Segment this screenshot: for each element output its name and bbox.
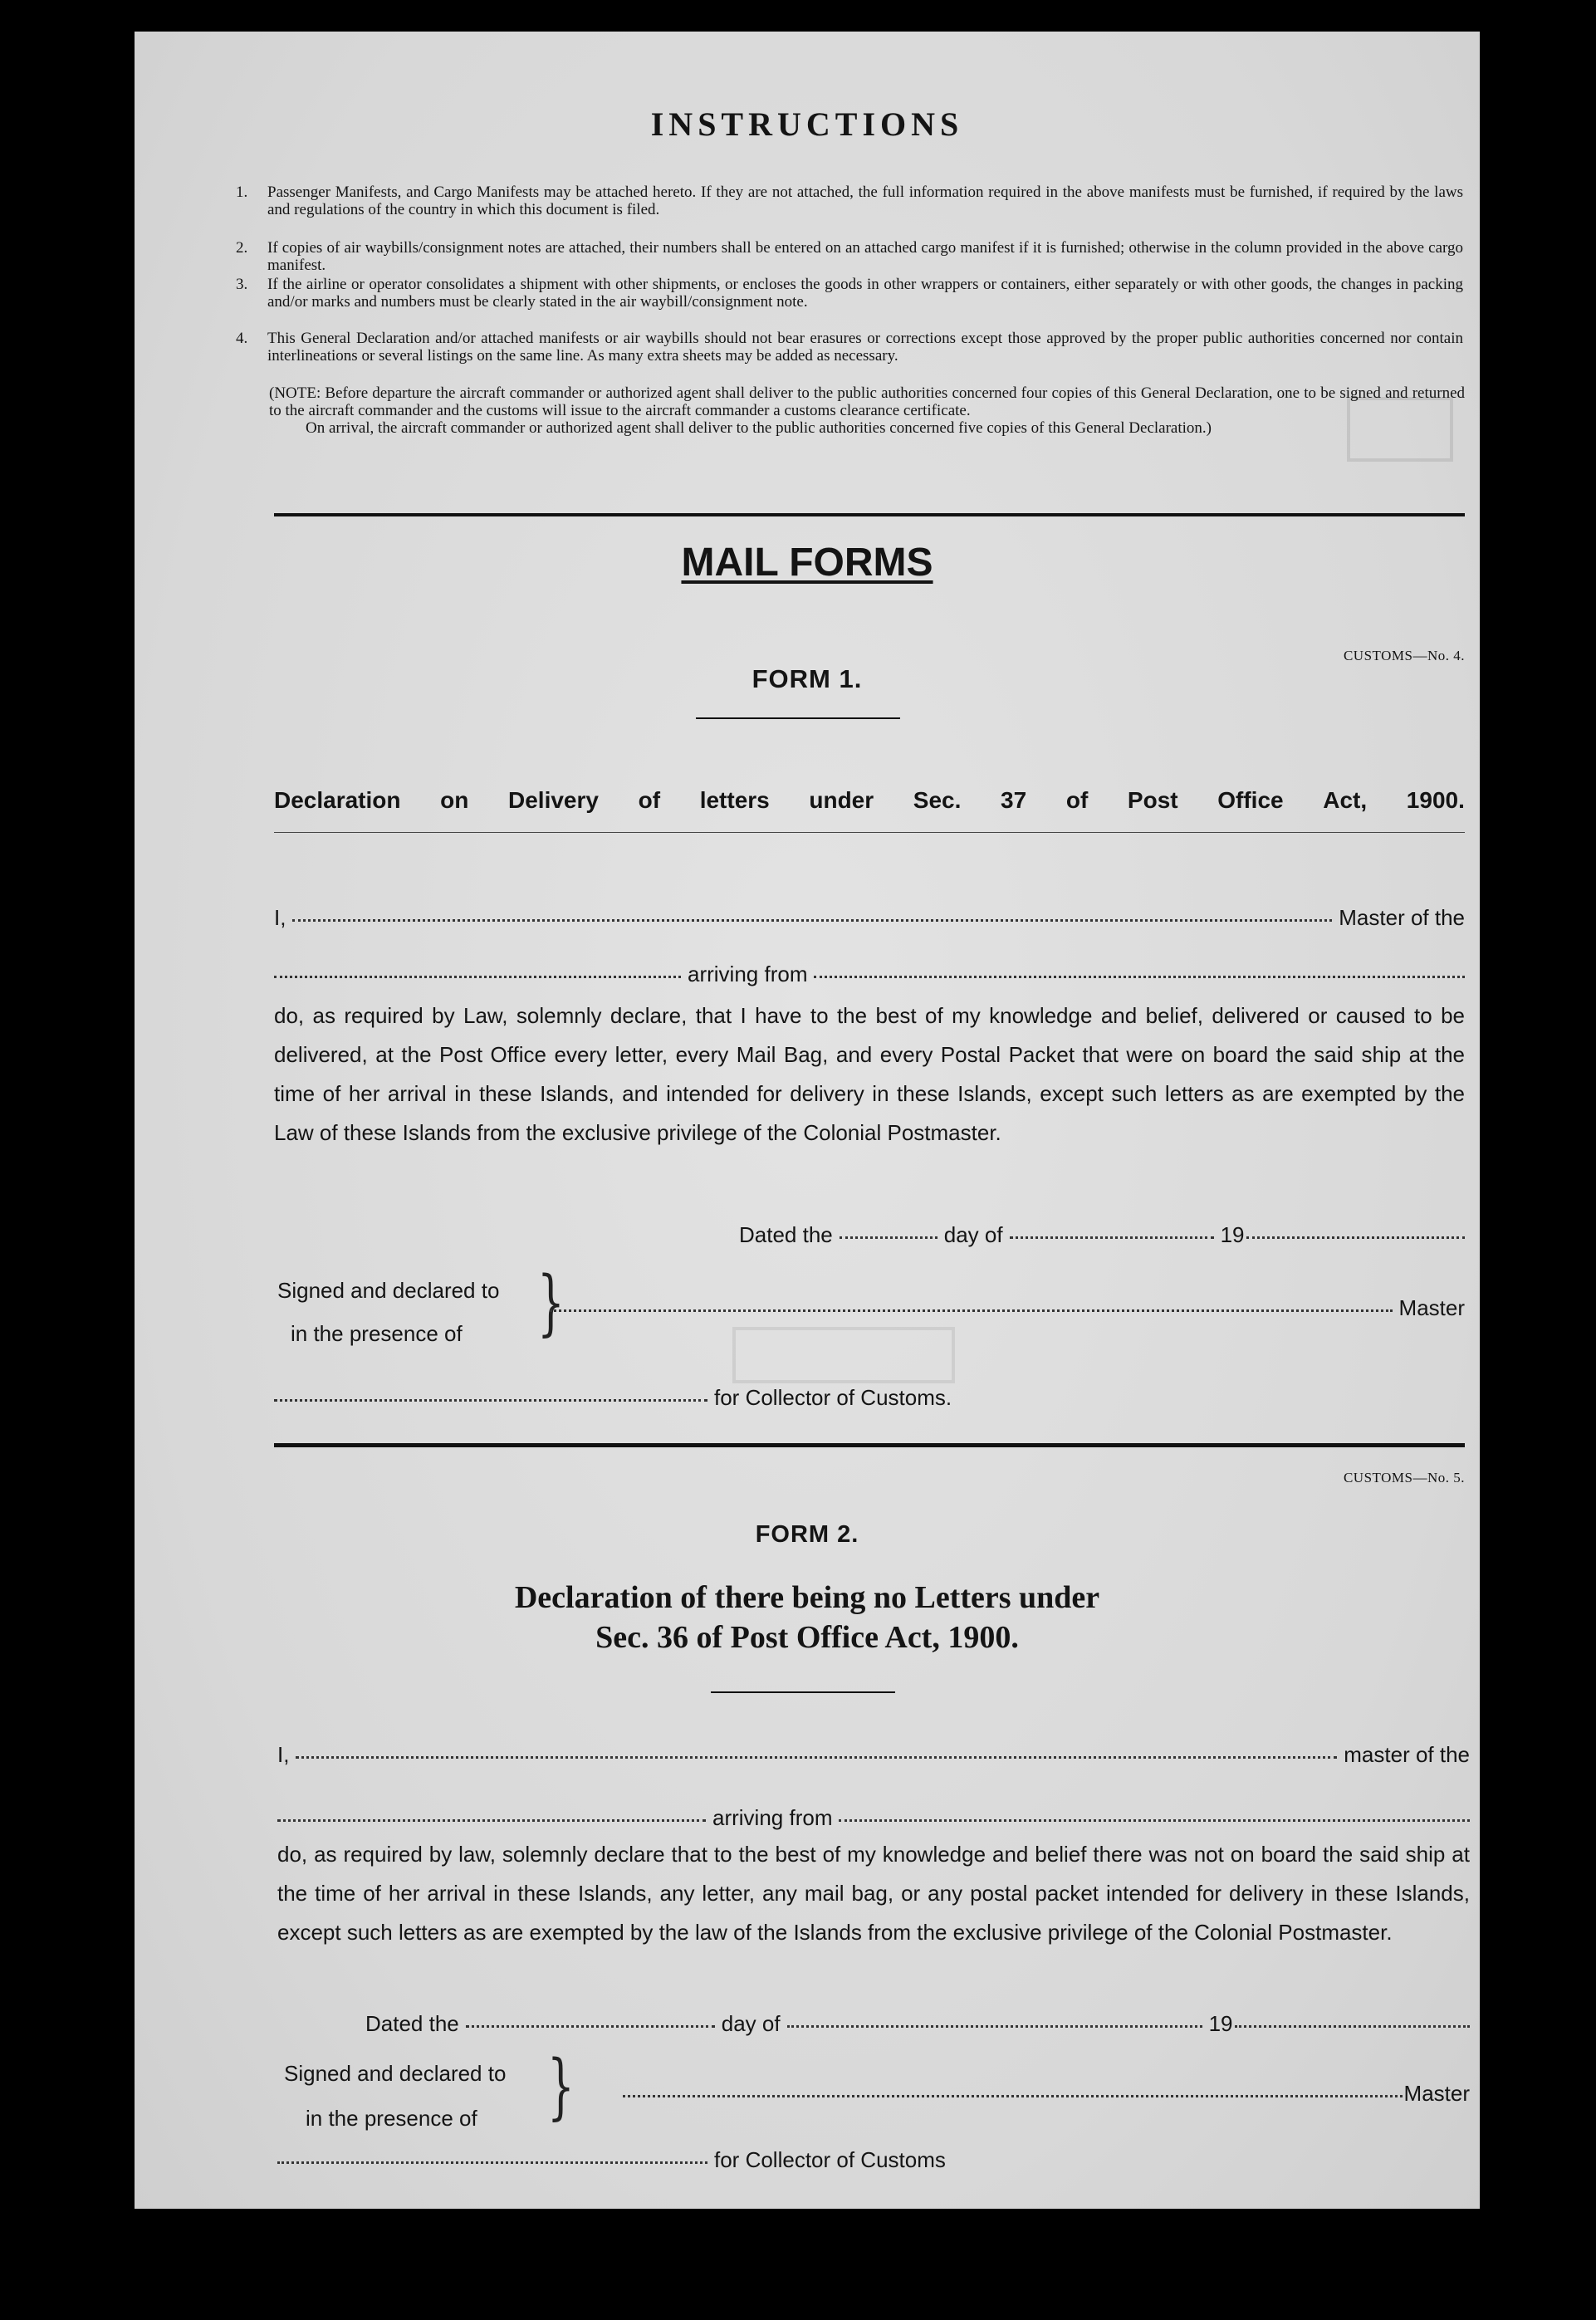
form2-collector-line [277, 2147, 1141, 2173]
collector-signature-field[interactable] [274, 1399, 707, 1402]
signed-declared-label: Signed and declared to [277, 1278, 500, 1303]
form1-dated-line [739, 1222, 1465, 1248]
form2-i-label: I, [277, 1742, 290, 1767]
form1-collector-line [274, 1385, 1138, 1411]
day-of-label: day of [721, 2011, 781, 2036]
brace-icon: } [536, 1261, 565, 1344]
arriving-from-field[interactable] [839, 1819, 1470, 1822]
heading-word: on [440, 787, 469, 813]
arriving-from-field[interactable] [814, 976, 1465, 978]
heading-word: Sec. [913, 787, 962, 813]
instruction-text: Passenger Manifests, and Cargo Manifests may be attached hereto. If they are not attached, the full information required in the above manifests must be furnished, if required by the laws and regulations of the country in which this document is filed. [267, 184, 1463, 218]
form1-arriving-label: arriving from [688, 962, 808, 986]
form2-master-signature-line [623, 2081, 1470, 2107]
heading-word: letters [699, 787, 770, 813]
instruction-number: 1. [236, 184, 248, 201]
master-name-field[interactable] [296, 1756, 1337, 1759]
form2-declaration-text: do, as required by law, solemnly declare that to the best of my knowledge and belief there was not on board the said ship at the time of her arrival in these Islands, any letter, any mail bag, or any postal packet intended for delivery in these Islands, except such letters as are exempted by the law of the Islands from the exclusive privilege of the Colonial Postmaster. [277, 1842, 1470, 1945]
dated-year-field[interactable] [1246, 1236, 1466, 1239]
form2-heading-line: Sec. 36 of Post Office Act, 1900. [595, 1620, 1019, 1655]
presence-of-label: in the presence of [306, 2106, 477, 2131]
dated-day-field[interactable] [840, 1236, 938, 1239]
heading-word: Delivery [508, 787, 599, 813]
form2-arriving-line [277, 1805, 1470, 1831]
instruction-text: This General Declaration and/or attached manifests or air waybills should not bear erasures or corrections except those approved by the proper public authorities concerned nor contain interlineations or several listings on the same line. As many extra sheets may be added as necessary. [267, 330, 1463, 365]
form2-master-line [277, 1742, 1470, 1768]
form1-heading [274, 787, 1465, 814]
collector-signature-field[interactable] [277, 2161, 707, 2164]
collector-label: for Collector of Customs [714, 2147, 946, 2172]
instructions-title: INSTRUCTIONS [650, 105, 964, 143]
form2-dated-line [365, 2011, 1470, 2037]
form1-title-underline [696, 717, 900, 719]
bleed-through-stamp [732, 1327, 955, 1383]
dated-month-field[interactable] [787, 2025, 1202, 2028]
form1-arriving-line [274, 962, 1465, 987]
form1-declaration-text: do, as required by Law, solemnly declare, that I have to the best of my knowledge and belief, delivered or caused to be delivered, at the Post Office every letter, every Mail Bag, and every Postal Packet that were on board the said ship at the time of her arrival in these Islands, and intended for delivery in these Islands, except such letters as are exempted by the Law of these Islands from the exclusive privilege of the Colonial Postmaster. [274, 1003, 1465, 1145]
form2-customs-number: CUSTOMS—No. 5. [1343, 1470, 1465, 1485]
master-signature-field[interactable] [623, 2095, 1403, 2097]
section-divider [274, 1443, 1465, 1447]
note-departure: (NOTE: Before departure the aircraft commander or authorized agent shall deliver to the public authorities concerned four copies of this General Declaration, one to be signed and returned to the aircraft commander and the customs will issue to the aircraft commander a customs clearance certificate. [269, 384, 1465, 419]
note-arrival: On arrival, the aircraft commander or authorized agent shall deliver to the public authorities concerned five copies of this General Declaration.) [306, 419, 1212, 437]
master-label: Master [1403, 2081, 1470, 2106]
brace-icon: } [546, 2045, 575, 2128]
form2-arriving-label: arriving from [712, 1805, 833, 1830]
form1-title: FORM 1. [751, 664, 863, 693]
form1-master-of-label: Master of the [1339, 905, 1465, 930]
form1-heading-rule [274, 832, 1465, 833]
master-label: Master [1398, 1295, 1465, 1320]
dated-month-field[interactable] [1010, 1236, 1214, 1239]
year-label: 19 [1220, 1222, 1245, 1247]
instruction-text: If the airline or operator consolidates a shipment with other shipments, or encloses the goods in other wrappers or containers, either separately or with other goods, the changes in packing and/or marks and numbers must be clearly stated in the air waybill/consignment note. [267, 276, 1463, 311]
form2-heading [135, 1578, 1480, 1657]
day-of-label: day of [943, 1222, 1003, 1247]
heading-word: under [809, 787, 874, 813]
dated-the-label: Dated the [739, 1222, 833, 1247]
heading-word: Declaration [274, 787, 401, 813]
ship-name-field[interactable] [274, 976, 681, 978]
form2-title-underline [711, 1691, 895, 1693]
document-page [135, 32, 1480, 2209]
heading-word: of [638, 787, 661, 813]
mail-forms-title: MAIL FORMS [681, 541, 933, 585]
instruction-text: If copies of air waybills/consignment notes are attached, their numbers shall be entered on an attached cargo manifest if it is furnished; otherwise in the column provided in the above cargo manifest. [267, 239, 1463, 274]
instruction-number: 3. [236, 276, 248, 293]
form2-title: FORM 2. [755, 1521, 859, 1548]
dated-the-label: Dated the [365, 2011, 459, 2036]
form1-customs-number: CUSTOMS—No. 4. [1343, 648, 1465, 663]
year-label: 19 [1208, 2011, 1233, 2036]
heading-word: 1900. [1406, 787, 1465, 813]
form1-i-label: I, [274, 905, 286, 930]
master-signature-field[interactable] [550, 1309, 1393, 1312]
section-divider [274, 513, 1465, 516]
heading-word: of [1065, 787, 1089, 813]
ship-name-field[interactable] [277, 1819, 706, 1822]
instruction-item [236, 276, 1463, 311]
heading-word: Act, [1323, 787, 1368, 813]
form2-heading-line: Declaration of there being no Letters under [514, 1580, 1100, 1615]
heading-word: Post [1127, 787, 1178, 813]
form2-master-of-label: master of the [1344, 1742, 1470, 1767]
form1-master-signature-line [550, 1295, 1465, 1321]
instructions-note [269, 384, 1465, 437]
heading-word: 37 [1001, 787, 1027, 813]
instruction-item [236, 330, 1463, 365]
presence-of-label: in the presence of [291, 1321, 463, 1346]
dated-day-field[interactable] [466, 2025, 715, 2028]
instruction-item [236, 239, 1463, 274]
heading-word: Office [1217, 787, 1284, 813]
form2-signed-block [284, 2051, 506, 2141]
instruction-number: 4. [236, 330, 248, 347]
instruction-item [236, 184, 1463, 218]
collector-label: for Collector of Customs. [714, 1385, 952, 1410]
instruction-number: 2. [236, 239, 248, 257]
form1-master-line [274, 905, 1465, 931]
dated-year-field[interactable] [1235, 2025, 1471, 2028]
form1-signed-block [277, 1269, 499, 1355]
master-name-field[interactable] [292, 919, 1332, 922]
signed-declared-label: Signed and declared to [284, 2061, 507, 2086]
